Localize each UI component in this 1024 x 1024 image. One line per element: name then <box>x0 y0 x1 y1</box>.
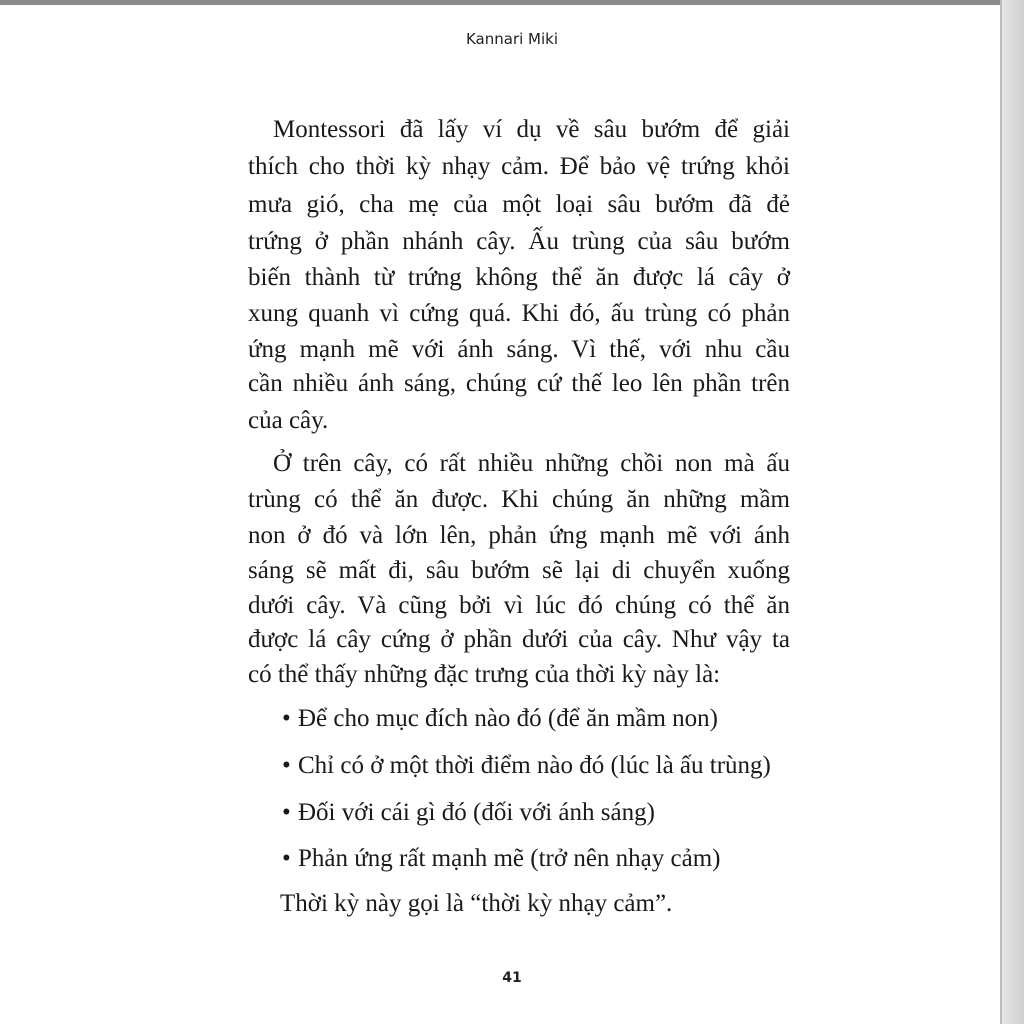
text-line: có thể thấy những đặc trưng của thời kỳ này là: <box>248 661 721 688</box>
list-item-text: Chỉ có ở một thời điểm nào đó (lúc là ấu trùng) <box>298 752 771 779</box>
text-line: cần nhiều ánh sáng, chúng cứ thế leo lên phần trên <box>248 370 790 397</box>
text-line: được lá cây cứng ở phần dưới của cây. Như vậy ta <box>248 626 790 653</box>
bullet-icon: • <box>282 705 291 732</box>
text-line: ứng mạnh mẽ với ánh sáng. Vì thế, với nhu cầu <box>248 336 790 363</box>
text-line: sáng sẽ mất đi, sâu bướm sẽ lại di chuyển xuống <box>248 557 790 584</box>
text-line: non ở đó và lớn lên, phản ứng mạnh mẽ với ánh <box>248 522 790 549</box>
page-number: 41 <box>502 970 522 986</box>
text-line: biến thành từ trứng không thể ăn được lá cây ở <box>248 264 790 291</box>
bullet-icon: • <box>282 799 291 826</box>
page-edge-line <box>1000 0 1002 1024</box>
list-item <box>282 703 718 735</box>
text-line: trùng có thể ăn được. Khi chúng ăn những mầm <box>248 486 790 513</box>
list-item-text: Đối với cái gì đó (đối với ánh sáng) <box>298 799 655 826</box>
text-line: dưới cây. Và cũng bởi vì lúc đó chúng có thể ăn <box>248 592 790 619</box>
text-line: mưa gió, cha mẹ của một loại sâu bướm đã đẻ <box>248 191 790 218</box>
running-head: Kannari Miki <box>465 30 559 48</box>
page-top-edge <box>0 0 1024 5</box>
text-line: Montessori đã lấy ví dụ về sâu bướm để giải <box>273 116 790 143</box>
list-item-text: Để cho mục đích nào đó (để ăn mầm non) <box>298 705 719 732</box>
list-item <box>282 797 655 829</box>
conclusion-line: Thời kỳ này gọi là “thời kỳ nhạy cảm”. <box>280 890 673 917</box>
text-line: thích cho thời kỳ nhạy cảm. Để bảo vệ trứng khỏi <box>248 153 790 180</box>
text-line: Ở trên cây, có rất nhiều những chồi non mà ấu <box>273 450 790 477</box>
page-right-edge <box>1002 0 1024 1024</box>
text-line: của cây. <box>248 407 329 434</box>
text-line: xung quanh vì cứng quá. Khi đó, ấu trùng có phản <box>248 300 790 327</box>
text-line: trứng ở phần nhánh cây. Ấu trùng của sâu bướm <box>248 228 790 255</box>
list-item <box>282 750 771 782</box>
bullet-icon: • <box>282 752 291 779</box>
bullet-icon: • <box>282 845 291 872</box>
list-item <box>282 843 720 875</box>
list-item-text: Phản ứng rất mạnh mẽ (trở nên nhạy cảm) <box>298 845 721 872</box>
